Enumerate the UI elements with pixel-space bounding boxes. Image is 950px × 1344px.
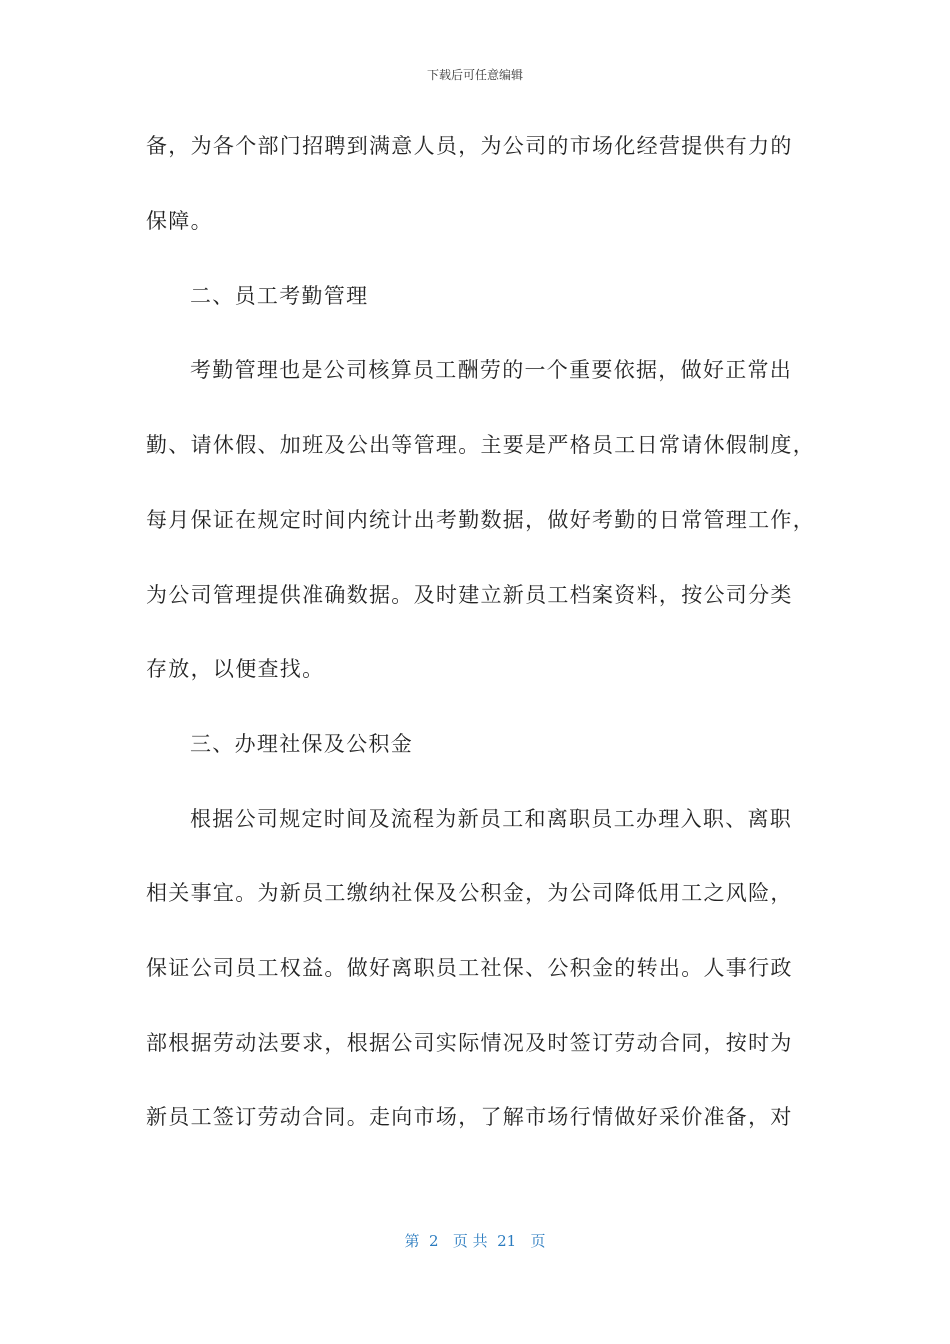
page-footer: 第 2 页 共 21 页: [404, 1232, 546, 1250]
text-line: 保证公司员工权益。做好离职员工社保、公积金的转出。人事行政: [146, 956, 793, 980]
text-line: 存放，以便查找。: [146, 657, 325, 681]
text-line: 部根据劳动法要求，根据公司实际情况及时签订劳动合同，按时为: [146, 1031, 793, 1055]
section-heading: 二、员工考勤管理: [190, 284, 369, 308]
page-header: 下载后可任意编辑: [426, 68, 523, 82]
text-line: 保障。: [146, 209, 213, 233]
text-line: 相关事宜。为新员工缴纳社保及公积金，为公司降低用工之风险，: [146, 881, 793, 905]
text-line: 根据公司规定时间及流程为新员工和离职员工办理入职、离职: [190, 807, 793, 831]
section-heading: 三、办理社保及公积金: [190, 732, 413, 756]
text-line: 备，为各个部门招聘到满意人员，为公司的市场化经营提供有力的: [146, 134, 793, 158]
text-line: 考勤管理也是公司核算员工酬劳的一个重要依据，做好正常出: [190, 358, 793, 382]
text-line: 每月保证在规定时间内统计出考勤数据，做好考勤的日常管理工作，: [146, 508, 815, 532]
text-line: 新员工签订劳动合同。走向市场，了解市场行情做好采价准备，对: [146, 1105, 793, 1129]
text-line: 勤、请休假、加班及公出等管理。主要是严格员工日常请休假制度，: [146, 433, 815, 457]
text-line: 为公司管理提供准确数据。及时建立新员工档案资料，按公司分类: [146, 583, 793, 607]
